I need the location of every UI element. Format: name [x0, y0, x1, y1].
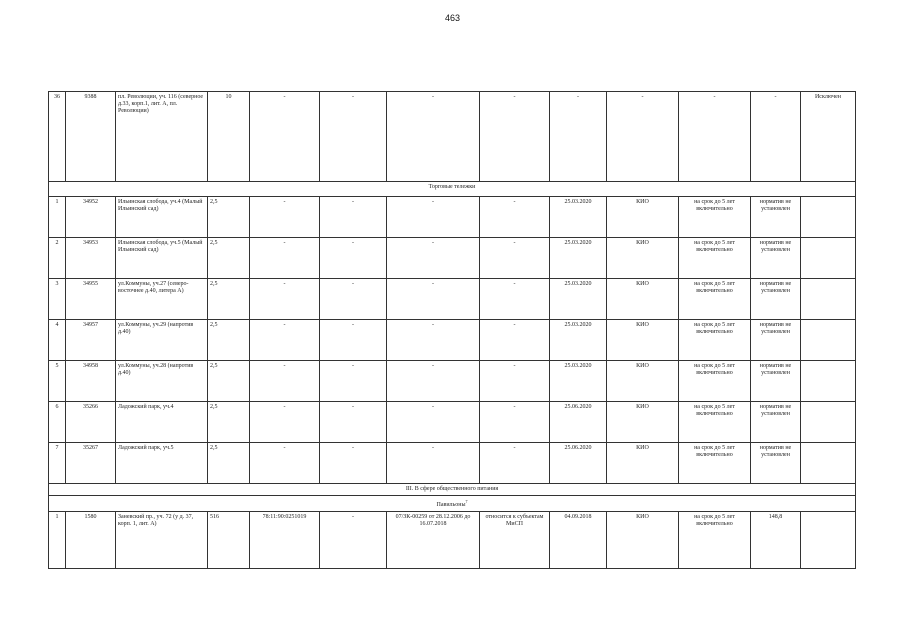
decision-date: 25.03.2020: [550, 197, 607, 238]
row-number: 3: [49, 279, 66, 320]
placement-term: на срок до 5 лет включительно: [679, 279, 751, 320]
section-row: [49, 182, 856, 197]
row-note: Исключен: [801, 92, 856, 182]
placement-term: на срок до 5 лет включительно: [679, 361, 751, 402]
cell: -: [480, 443, 550, 484]
cell: -: [480, 361, 550, 402]
row-note: [801, 443, 856, 484]
row-note: [801, 402, 856, 443]
object-id: 34958: [66, 361, 116, 402]
object-area: 2,5: [208, 279, 250, 320]
row-note: [801, 279, 856, 320]
subsection-title: [49, 496, 856, 512]
norm: норматив не установлен: [751, 402, 801, 443]
cell: -: [250, 402, 320, 443]
cell: -: [387, 238, 480, 279]
object-id: 35266: [66, 402, 116, 443]
object-id: 35267: [66, 443, 116, 484]
cell: -: [320, 402, 387, 443]
table-row: [49, 402, 856, 443]
norm: норматив не установлен: [751, 443, 801, 484]
cell: -: [480, 320, 550, 361]
cell: -: [320, 92, 387, 182]
organization: КИО: [607, 402, 679, 443]
object-area: 2,5: [208, 197, 250, 238]
row-note: [801, 320, 856, 361]
table-row: [49, 279, 856, 320]
decision-date: 25.06.2020: [550, 443, 607, 484]
cadastral-number: 78:11:90:0251019: [250, 512, 320, 569]
cell: -: [320, 512, 387, 569]
table-row: [49, 238, 856, 279]
organization: КИО: [607, 443, 679, 484]
decision-date: 04.09.2018: [550, 512, 607, 569]
organization: КИО: [607, 238, 679, 279]
section-title: Торговые тележки: [49, 182, 856, 197]
object-address: Ладожский парк, уч.5: [116, 443, 208, 484]
object-area: 10: [208, 92, 250, 182]
cell: -: [387, 197, 480, 238]
row-number: 6: [49, 402, 66, 443]
row-number: 36: [49, 92, 66, 182]
cell: -: [387, 320, 480, 361]
organization: КИО: [607, 197, 679, 238]
cell: -: [480, 197, 550, 238]
cell: -: [320, 197, 387, 238]
cell: -: [250, 197, 320, 238]
cell: -: [250, 238, 320, 279]
organization: КИО: [607, 512, 679, 569]
cell: -: [480, 92, 550, 182]
cell: -: [607, 92, 679, 182]
cell: -: [250, 361, 320, 402]
cell: -: [320, 320, 387, 361]
row-note: [801, 238, 856, 279]
cell: -: [320, 361, 387, 402]
section-row: [49, 484, 856, 496]
organization: КИО: [607, 279, 679, 320]
cell: -: [320, 443, 387, 484]
table-row: [49, 361, 856, 402]
cell: -: [250, 443, 320, 484]
placement-term: на срок до 5 лет включительно: [679, 238, 751, 279]
object-address: Ильинская слобода, уч.5 (Малый Ильинский сад): [116, 238, 208, 279]
row-note: [801, 361, 856, 402]
object-address: ул.Коммуны, уч.27 (северо-восточнее д.40, литера А): [116, 279, 208, 320]
norm: норматив не установлен: [751, 279, 801, 320]
cell: -: [679, 92, 751, 182]
norm: норматив не установлен: [751, 320, 801, 361]
object-area: 2,5: [208, 402, 250, 443]
decision-date: 25.03.2020: [550, 238, 607, 279]
object-address: Ладожский парк, уч.4: [116, 402, 208, 443]
object-area: 2,5: [208, 361, 250, 402]
cell: -: [387, 92, 480, 182]
cell: -: [250, 92, 320, 182]
placement-term: на срок до 5 лет включительно: [679, 512, 751, 569]
placement-term: на срок до 5 лет включительно: [679, 443, 751, 484]
object-address: Ильинская слобода, уч.4 (Малый Ильинский сад): [116, 197, 208, 238]
object-address: ул.Коммуны, уч.28 (напротив д.40): [116, 361, 208, 402]
object-area: 516: [208, 512, 250, 569]
page-number: 463: [444, 13, 461, 23]
object-address: ул.Коммуны, уч.29 (напротив д.40): [116, 320, 208, 361]
row-note: [801, 197, 856, 238]
cell: -: [250, 279, 320, 320]
cell: -: [320, 238, 387, 279]
table-row: [49, 443, 856, 484]
cell: -: [387, 279, 480, 320]
object-id: 34957: [66, 320, 116, 361]
footnote-mark: 7: [465, 499, 468, 504]
registry-table: [48, 91, 856, 569]
cell: -: [387, 361, 480, 402]
subsection-label: Павильоны: [436, 502, 466, 508]
cell: -: [387, 443, 480, 484]
cell: -: [751, 92, 801, 182]
section-title: III. В сфере общественного питания: [49, 484, 856, 496]
cell: -: [480, 279, 550, 320]
table-row: [49, 320, 856, 361]
object-area: 2,5: [208, 238, 250, 279]
row-number: 2: [49, 238, 66, 279]
table-row: [49, 512, 856, 569]
object-address: Заневский пр., уч. 72 (у д. 37, корп. 1, лит. А): [116, 512, 208, 569]
object-area: 2,5: [208, 443, 250, 484]
cell: -: [250, 320, 320, 361]
norm: норматив не установлен: [751, 361, 801, 402]
table-row: [49, 92, 856, 182]
contract-document: 07/ЗК-00259 от 28.12.2006 до 16.07.2018: [387, 512, 480, 569]
placement-term: на срок до 5 лет включительно: [679, 197, 751, 238]
business-status: относится к субъектам МиСП: [480, 512, 550, 569]
cell: -: [480, 238, 550, 279]
row-number: 1: [49, 197, 66, 238]
object-id: 34952: [66, 197, 116, 238]
row-number: 5: [49, 361, 66, 402]
table-row: [49, 197, 856, 238]
organization: КИО: [607, 361, 679, 402]
norm: норматив не установлен: [751, 238, 801, 279]
decision-date: 25.03.2020: [550, 320, 607, 361]
decision-date: 25.06.2020: [550, 402, 607, 443]
organization: КИО: [607, 320, 679, 361]
object-id: 9388: [66, 92, 116, 182]
object-id: 34953: [66, 238, 116, 279]
cell: -: [387, 402, 480, 443]
object-address: пл. Революции, уч. 116 (северное д.33, корп.1, лит. А, пл. Революции): [116, 92, 208, 182]
object-id: 1580: [66, 512, 116, 569]
object-id: 34955: [66, 279, 116, 320]
placement-term: на срок до 5 лет включительно: [679, 402, 751, 443]
cell: -: [550, 92, 607, 182]
norm: норматив не установлен: [751, 197, 801, 238]
decision-date: 25.03.2020: [550, 279, 607, 320]
decision-date: 25.03.2020: [550, 361, 607, 402]
cell: -: [320, 279, 387, 320]
row-number: 4: [49, 320, 66, 361]
subsection-row: [49, 496, 856, 512]
row-number: 1: [49, 512, 66, 569]
row-number: 7: [49, 443, 66, 484]
object-area: 2,5: [208, 320, 250, 361]
norm: 148,8: [751, 512, 801, 569]
placement-term: на срок до 5 лет включительно: [679, 320, 751, 361]
row-note: [801, 512, 856, 569]
cell: -: [480, 402, 550, 443]
